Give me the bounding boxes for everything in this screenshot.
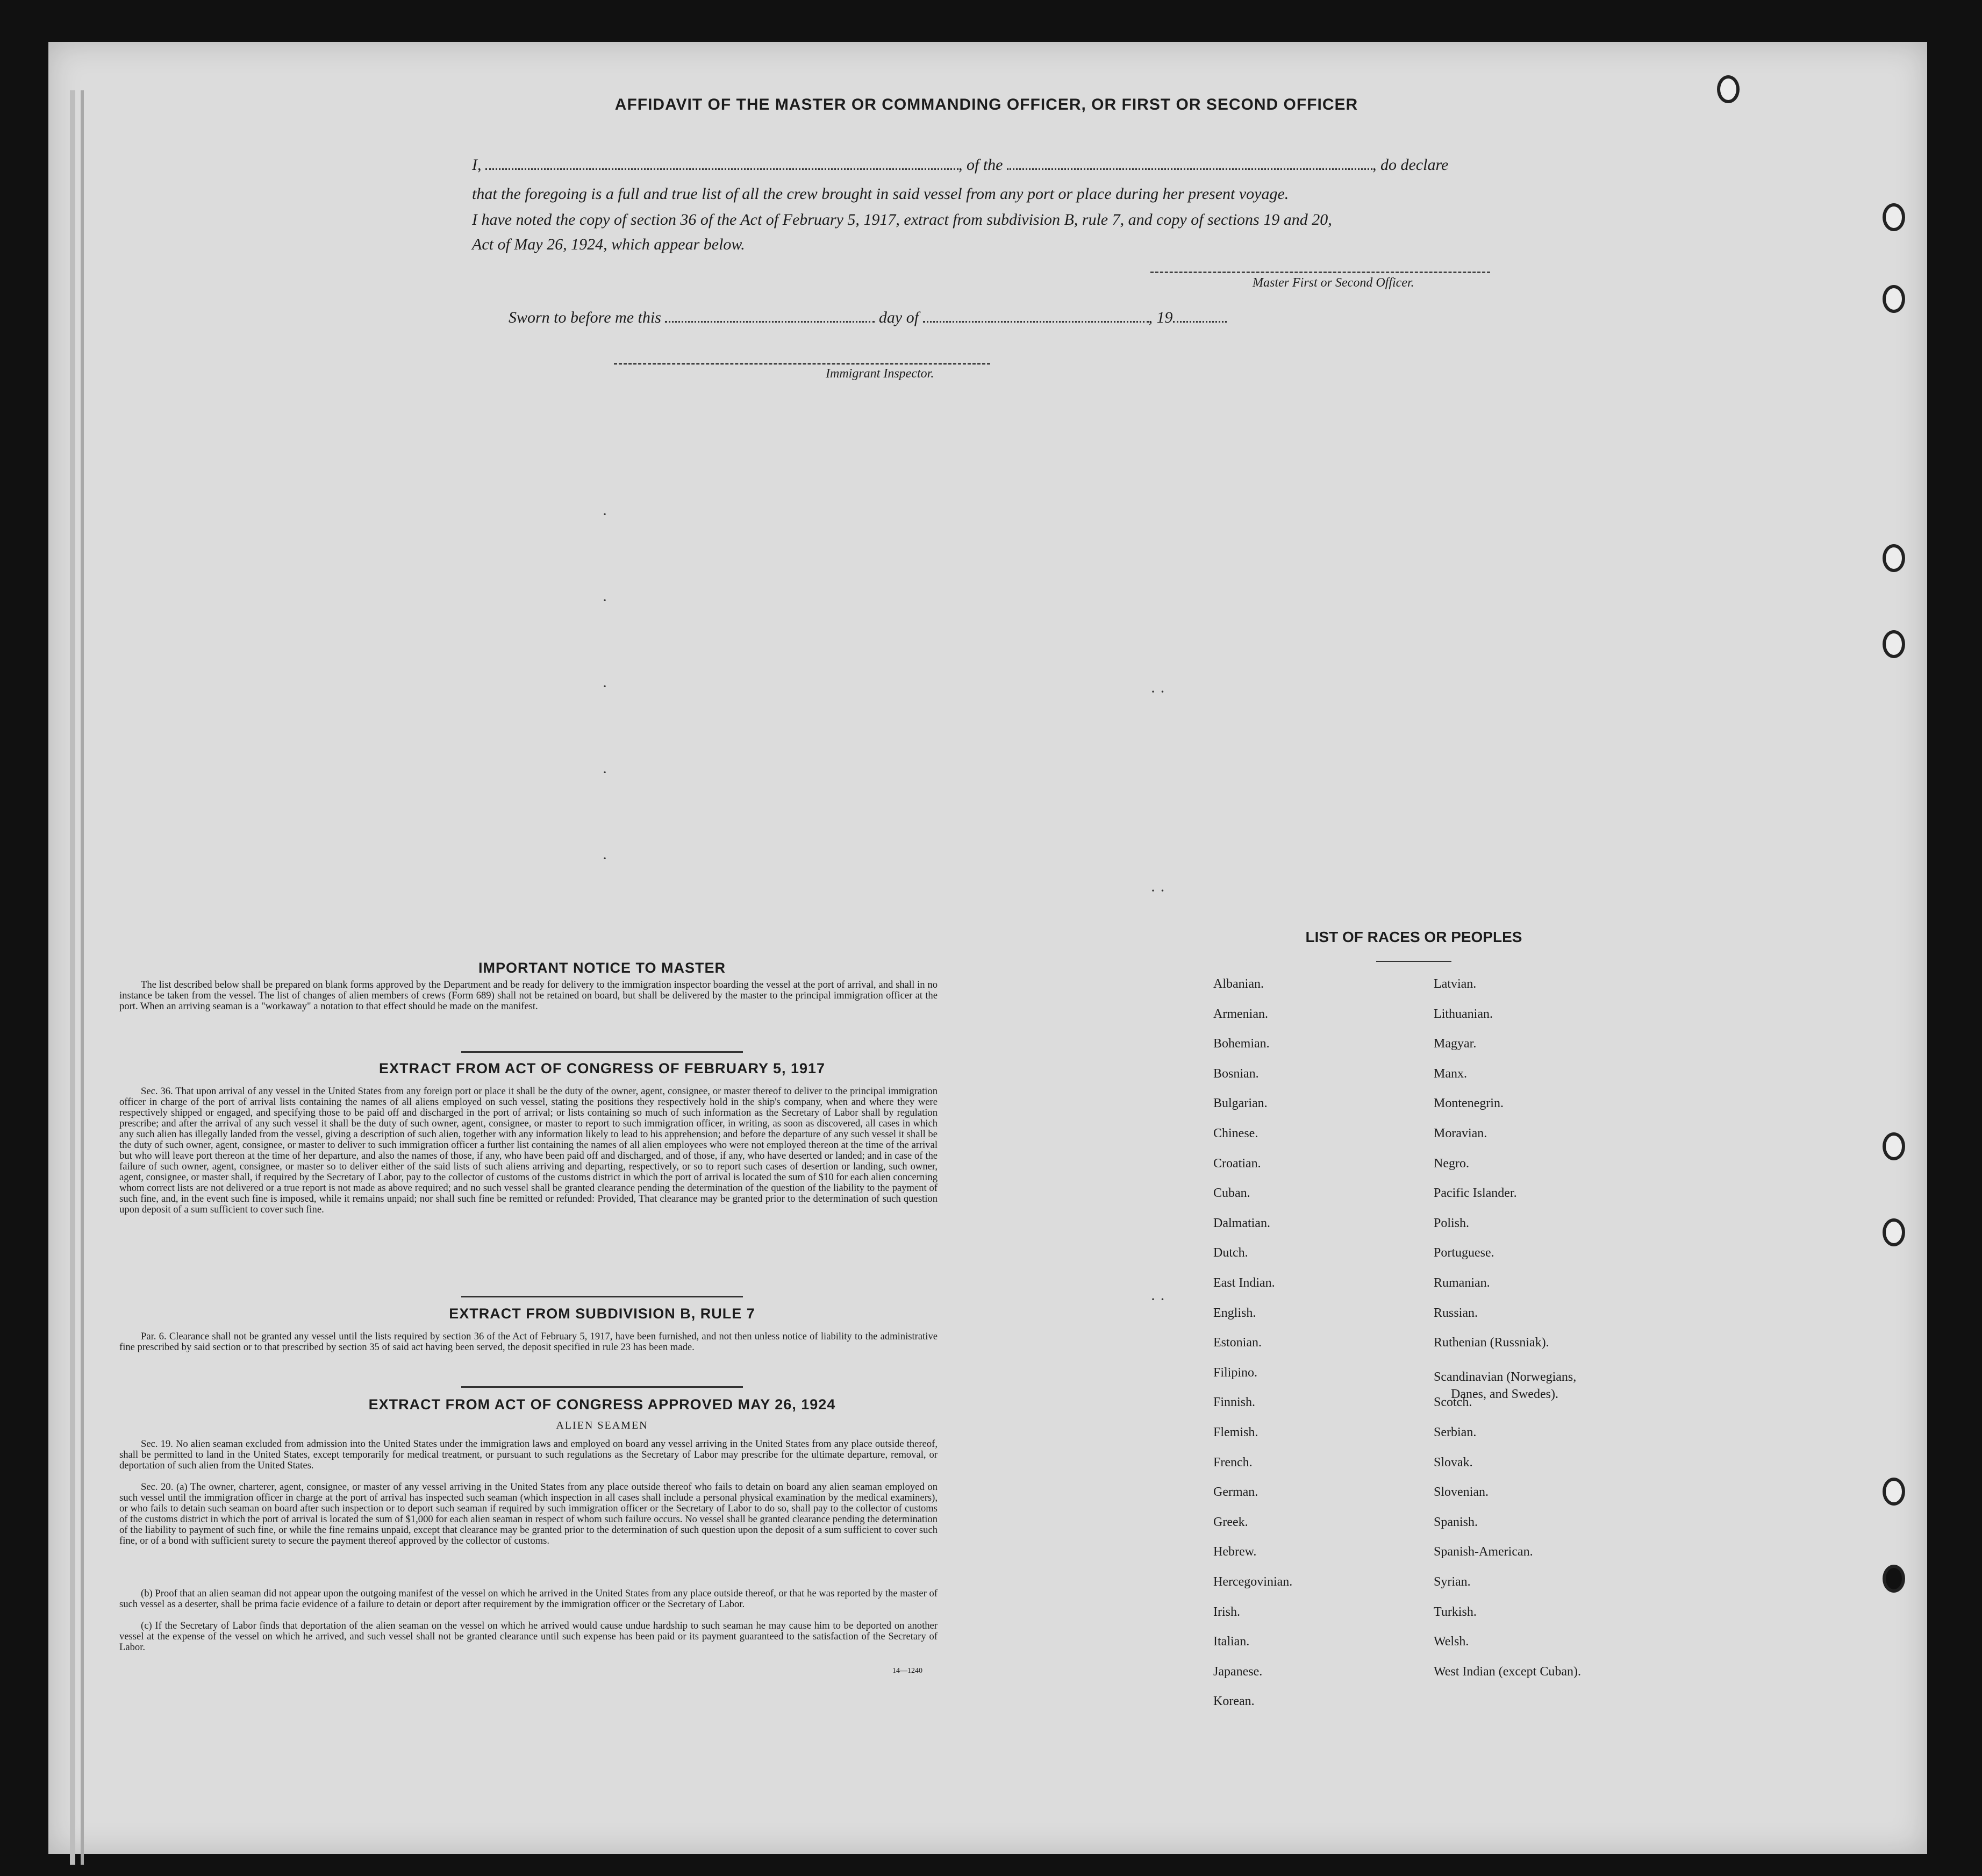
alien-seamen-subtitle: ALIEN SEAMEN (556, 1420, 648, 1431)
divider (461, 1386, 743, 1388)
binder-hole (1883, 1478, 1905, 1506)
race-item: Finnish. (1213, 1395, 1256, 1410)
extract-1924-title: EXTRACT FROM ACT OF CONGRESS APPROVED MAY 26, 1924 (368, 1396, 836, 1413)
notice-title: IMPORTANT NOTICE TO MASTER (478, 960, 726, 976)
binder-hole (1883, 544, 1905, 572)
extract-rule7-title: EXTRACT FROM SUBDIVISION B, RULE 7 (449, 1306, 755, 1322)
bleed-mark: · (602, 505, 607, 523)
race-item: Russian. (1434, 1306, 1478, 1320)
race-item: Croatian. (1213, 1156, 1261, 1171)
race-item: Italian. (1213, 1635, 1250, 1649)
race-item: Dalmatian. (1213, 1216, 1270, 1230)
race-item: Chinese. (1213, 1126, 1258, 1140)
binder-hole (1883, 1218, 1905, 1246)
year-prefix-label: , 19 (1148, 309, 1173, 326)
race-item: Rumanian. (1434, 1276, 1490, 1290)
race-item: Filipino. (1213, 1365, 1258, 1380)
race-item: Spanish. (1434, 1515, 1478, 1529)
sec19-text: Sec. 19. No alien seaman excluded from admission into the United States under the immigration laws and employed on board any vessel arriving in the United States from any place outside thereof, shall be permitted to land in the United States, except temporarily for medical treatment, or pursuant to such regulations as the Secretary of Labor may prescribe for the ultimate departure, removal, or deportation of such alien from the United States. (119, 1438, 938, 1471)
page-edge (70, 90, 75, 1865)
sec20a-text: Sec. 20. (a) The owner, charterer, agent, consignee, or master of any vessel arriving in the United States from any place outside thereof who fails to detain on board any alien seaman employed on such vessel until the immigration officer in charge at the port of arrival has inspected such seaman (which inspection in all cases shall include a personal physical examination by the medical examiners), or who fails to detain such seaman on board after such inspection or to deport such seaman if required by such immigration officer or the Secretary of Labor to do so, shall pay to the collector of customs of the customs district in which the port of arrival is located the sum of $1,000 for each alien seaman in respect of whom such failure occurs. No vessel shall be granted clearance pending the determination of the liability to payment of such fine, or while the fine remains unpaid, except that clearance may be granted prior to the determination of such question upon the deposit of a sum sufficient to cover such fine, or of a bond with sufficient surety to secure the payment thereof approved by the collector of customs. (119, 1481, 938, 1546)
page-edge (81, 90, 84, 1865)
race-item: Cuban. (1213, 1186, 1250, 1201)
race-item: Albanian. (1213, 977, 1264, 991)
race-item: Flemish. (1213, 1425, 1258, 1439)
race-item: Portuguese. (1434, 1246, 1494, 1260)
race-item: Moravian. (1434, 1126, 1487, 1140)
race-item: Lithuanian. (1434, 1007, 1493, 1021)
do-declare-label: , do declare (1372, 156, 1449, 174)
race-item: Hebrew. (1213, 1545, 1257, 1559)
race-item: East Indian. (1213, 1276, 1275, 1290)
race-item: Irish. (1213, 1604, 1240, 1619)
race-item: Danes, and Swedes). (1451, 1387, 1558, 1401)
races-title: LIST OF RACES OR PEOPLES (1305, 929, 1522, 945)
race-item: Armenian. (1213, 1007, 1268, 1021)
race-item: Polish. (1434, 1216, 1470, 1230)
race-item: Slovenian. (1434, 1485, 1489, 1500)
affidavit-line-3: I have noted the copy of section 36 of the Act of February 5, 1917, extract from subdivision B, rule 7, and copy of sections 19 and 20, (472, 211, 1332, 229)
day-of-label: day of (878, 309, 919, 326)
form-number: 14—1240 (892, 1667, 922, 1675)
race-item: Pacific Islander. (1434, 1186, 1517, 1201)
divider (1376, 961, 1451, 962)
affidavit-line-2: that the foregoing is a full and true list of all the crew brought in said vessel from any port or place during her present voyage. (472, 185, 1289, 203)
race-item: Estonian. (1213, 1336, 1262, 1350)
race-item: Negro. (1434, 1156, 1469, 1171)
bleed-mark: · (602, 591, 607, 609)
binder-hole (1883, 285, 1905, 313)
race-item: Spanish-American. (1434, 1545, 1533, 1559)
race-item: Scandinavian (Norwegians, (1434, 1369, 1577, 1384)
bleed-mark: · (602, 850, 607, 867)
of-the-label: , of the (958, 156, 1003, 174)
race-item: Bohemian. (1213, 1037, 1270, 1051)
sec20b-text: (b) Proof that an alien seaman did not appear upon the outgoing manifest of the vessel on which he arrived in the United States from any place outside thereof, or that he was reported by the master of such vessel as a deserter, shall be prima facie evidence of a failure to detain or deport after requirement by the immigration officer or the Secretary of Labor. (119, 1588, 938, 1610)
master-signature-line[interactable] (1150, 272, 1490, 273)
binder-hole (1883, 1565, 1905, 1593)
notice-text: The list described below shall be prepared on blank forms approved by the Department and be ready for delivery to the immigration inspector boarding the vessel at the port of arrival, and shall in no instance be taken from the vessel. The list of changes of alien members of crews (Form 689) shall not be retained on board, but shall be delivered by the master to the principal immigration officer at the port. When an arriving seaman is a "workaway" a notation to that effect should be made on the manifest. (119, 979, 938, 1012)
race-item: German. (1213, 1485, 1258, 1500)
race-item: Turkish. (1434, 1604, 1477, 1619)
binder-hole (1883, 630, 1905, 658)
sworn-line (509, 309, 1227, 327)
extract-1917-text: Sec. 36. That upon arrival of any vessel in the United States from any foreign port or place it shall be the duty of the owner, agent, consignee, or master thereof to deliver to the principal immigration officer in charge of the port of arrival lists containing the names of all aliens employed on such vessel, stating the positions they respectively hold in the ship's company, when and where they were respectively shipped or engaged, and specifying those to be paid off and discharged in the port of arrival; or lists containing so much of such information as the Secretary of Labor shall by regulation prescribe; and after the arrival of any such vessel it shall be the duty of such owner, agent, consignee, or master to report to such immigration officer, in writing, as soon as discovered, all cases in which any such alien has illegally landed from the vessel, giving a description of such alien, together with any information likely to lead to his apprehension; and before the departure of any such vessel it shall be the duty of such owner, agent, consignee, or master to deliver to such immigration officer a further list containing the names of all alien employees who were not employed thereon at the time of the arrival but who will leave port thereon at the time of her departure, and also the names of those, if any, who have been paid off and discharged, and of those, if any, who have deserted or landed; and in case of the failure of such owner, agent, consignee, or master so to deliver either of the said lists of such aliens arriving and departing, respectively, or so to report such cases of desertion or landing, such owner, agent, consignee, or master shall, if required by the Secretary of Labor, pay to the collector of customs of the customs district in which the port of arrival is located the sum of $10 for each alien concerning whom correct lists are not delivered or a true report is not made as above required; and no such vessel shall be granted clearance pending the determination of the question of the liability to the payment of such fine, and, in the event such fine is imposed, while it remains unpaid; nor shall such fine be remitted or refunded: Provided, That clearance may be granted prior to the determination of such question upon deposit of a sum sufficient to cover such fine. (119, 1086, 938, 1215)
race-item: Scotch. (1434, 1395, 1472, 1410)
divider (461, 1296, 743, 1297)
i-label: I, (472, 156, 482, 174)
affidavit-line-1 (472, 156, 1448, 174)
race-item: Welsh. (1434, 1635, 1469, 1649)
bleed-mark: · · (1150, 683, 1165, 701)
race-item: Magyar. (1434, 1037, 1477, 1051)
race-item: Dutch. (1213, 1246, 1248, 1260)
race-item: Ruthenian (Russniak). (1434, 1336, 1549, 1350)
master-signature-label: Master First or Second Officer. (1253, 276, 1414, 290)
inspector-signature-label: Immigrant Inspector. (826, 367, 934, 381)
race-item: Latvian. (1434, 977, 1477, 991)
race-item: English. (1213, 1306, 1256, 1320)
race-item: Slovak. (1434, 1455, 1473, 1470)
name-field[interactable] (485, 168, 958, 170)
sworn-month-field[interactable] (923, 321, 1149, 323)
race-item: Syrian. (1434, 1575, 1471, 1589)
sec20c-text: (c) If the Secretary of Labor finds that deportation of the alien seaman on the vessel on which he arrived would cause undue hardship to such seaman he may cause him to be deported on another vessel at the expense of the vessel on which he arrived, and such vessel shall not be granted clearance until such expense has been paid or its payment guaranteed to the satisfaction of the Secretary of Labor. (119, 1620, 938, 1653)
sworn-label: Sworn to before me this (509, 309, 661, 326)
bleed-mark: · (602, 764, 607, 781)
inspector-signature-line[interactable] (614, 363, 990, 365)
race-item: Bulgarian. (1213, 1096, 1268, 1111)
race-item: Japanese. (1213, 1664, 1263, 1679)
race-item: Greek. (1213, 1515, 1248, 1529)
binder-hole (1883, 1132, 1905, 1160)
race-item: Manx. (1434, 1066, 1467, 1081)
race-item: Serbian. (1434, 1425, 1477, 1439)
bleed-mark: · · (1150, 1290, 1165, 1308)
race-item: Korean. (1213, 1694, 1255, 1709)
bleed-mark: · (602, 677, 607, 695)
race-item: West Indian (except Cuban). (1434, 1664, 1581, 1679)
affidavit-line-4: Act of May 26, 1924, which appear below. (472, 236, 745, 253)
affidavit-title: AFFIDAVIT OF THE MASTER OR COMMANDING OFFICER, OR FIRST OR SECOND OFFICER (614, 96, 1358, 113)
sworn-day-field[interactable] (665, 321, 875, 323)
extract-1917-title: EXTRACT FROM ACT OF CONGRESS OF FEBRUARY 5, 1917 (378, 1060, 826, 1076)
extract-rule7-text: Par. 6. Clearance shall not be granted any vessel until the lists required by section 36 of the Act of February 5, 1917, have been furnished, and not then unless notice of liability to the administrative fine prescribed by said section or to that prescribed by section 35 of said act having been served, the deposit specified in rule 23 has been made. (119, 1331, 938, 1353)
race-item: Montenegrin. (1434, 1096, 1504, 1111)
race-item: Hercegovinian. (1213, 1575, 1293, 1589)
race-item: Bosnian. (1213, 1066, 1259, 1081)
bleed-mark: · · (1150, 882, 1165, 900)
divider (461, 1051, 743, 1053)
binder-hole (1883, 203, 1905, 231)
race-item: French. (1213, 1455, 1253, 1470)
binder-hole (1717, 75, 1740, 103)
sworn-year-field[interactable] (1173, 321, 1227, 323)
vessel-field[interactable] (1007, 168, 1372, 170)
